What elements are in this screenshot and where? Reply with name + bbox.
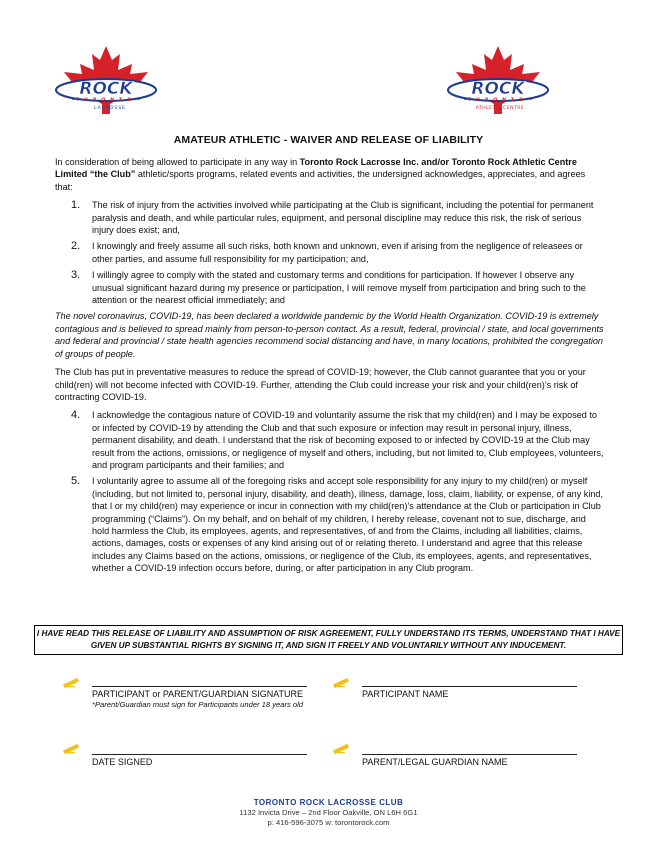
participant-signature-field[interactable] bbox=[92, 686, 307, 709]
list-item-text: I willingly agree to comply with the stated and customary terms and conditions for participation. If however I observe any unusual significant hazard during my presence or participation, I will remove myself from participation and bring such to the attention or the nearest official immediately; and bbox=[92, 270, 586, 306]
list-item-number: 4. bbox=[71, 409, 81, 422]
logo-rock-text: ROCK bbox=[79, 79, 133, 99]
intro-club-names: Toronto Rock Lacrosse Inc. and/or Toronto Rock Athletic Centre Limited “the Club” bbox=[55, 157, 577, 180]
date-signed-field[interactable] bbox=[92, 754, 307, 767]
sign-here-pen-icon bbox=[332, 741, 352, 755]
signature-line[interactable] bbox=[362, 754, 577, 755]
risk-list-a bbox=[55, 199, 605, 306]
intro-post: athletic/sports programs, related events and activities, the undersigned acknowledges, appreciates, and agrees that: bbox=[55, 169, 586, 192]
sign-here-pen-icon bbox=[62, 741, 82, 755]
footer bbox=[0, 798, 657, 828]
sign-here-pen-icon bbox=[62, 675, 82, 689]
participant-signature-label: PARTICIPANT or PARENT/GUARDIAN SIGNATURE bbox=[92, 689, 304, 699]
list-item bbox=[55, 240, 605, 265]
logo-city-text: TORONTO bbox=[468, 98, 528, 103]
covid-notice-paragraph: The novel coronavirus, COVID-19, has been declared a worldwide pandemic by the World Health Organization. COVID-19 is extremely contagious and is believed to spread mainly from person-to-person contact. As a result, federal, provincial / state, and local governments and federal and provincial / state health agencies recommend social distancing and have, in many locations, prohibited the congregation of groups of people. bbox=[55, 311, 604, 359]
toronto-rock-lacrosse-logo bbox=[50, 44, 162, 124]
logo-rock-text: ROCK bbox=[471, 79, 525, 99]
signature-line[interactable] bbox=[362, 686, 577, 687]
date-signed-label: DATE SIGNED bbox=[92, 757, 153, 767]
acknowledgement-box: I HAVE READ THIS RELEASE OF LIABILITY AND ASSUMPTION OF RISK AGREEMENT, FULLY UNDERSTAND ITS TERMS, UNDERSTAND THAT I HAVE GIVEN UP SUBSTANTIAL RIGHTS BY SIGNING IT, AND SIGN IT FREELY AND VOLUNTARILY WITHOUT ANY INDUCEMENT. bbox=[34, 625, 623, 655]
guardian-name-label: PARENT/LEGAL GUARDIAN NAME bbox=[362, 757, 508, 767]
covid-measures-paragraph: The Club has put in preventative measures to reduce the spread of COVID-19; however, the Club cannot guarantee that you or your child(ren) will not become infected with COVID-19. Further, attending the Club could increase your risk and your child(ren)’s risk of contracting COVID-19. bbox=[55, 367, 586, 402]
footer-contact: p: 416-596-3075 w: torontorock.com bbox=[267, 818, 390, 827]
list-item-number: 3. bbox=[71, 269, 81, 282]
list-item-number: 5. bbox=[71, 475, 81, 488]
footer-address: 1132 Invicta Drive – 2nd Floor Oakville, ON L6H 6G1 bbox=[239, 808, 418, 817]
list-item-number: 2. bbox=[71, 240, 81, 253]
list-item-text: The risk of injury from the activities involved while participating at the Club is significant, including the potential for permanent paralysis and death, and while particular rules, equipment, and personal discipline may reduce this risk, the risk of serious injury does exist; and, bbox=[92, 200, 594, 236]
intro-pre: In consideration of being allowed to participate in any way in bbox=[55, 157, 300, 167]
list-item bbox=[55, 199, 605, 236]
risk-list-b bbox=[55, 409, 605, 574]
list-item-text: I voluntarily agree to assume all of the foregoing risks and accept sole responsibility for any injury to my child(ren) or myself (including, but not limited to, personal injury, disability, and death), illness, damage, loss, claim, liability, or expense, of any kind, that I or my child(ren) may experience or incur in connection with my child(ren)’s attendance at the Club or participation in Club programming (“Claims”). On my behalf, and on behalf of my children, I hereby release, covenant not to sue, discharge, and hold harmless the Club, its employees, agents, and representatives, of and from the Claims, including all liabilities, claims, actions, damages, costs or expenses of any kind arising out of or relating thereto. I understand and agree that this release includes any Claims based on the actions, omissions, or negligence of the Club, its employees, agents, and representatives, whether a COVID-19 infection occurs before, during, or after participation in any Club program. bbox=[92, 476, 604, 574]
participant-name-field[interactable] bbox=[362, 686, 577, 699]
list-item-text: I knowingly and freely assume all such risks, both known and unknown, even if arising from the negligence of releasees or other parties, and assume full responsibility for my participation; and, bbox=[92, 241, 583, 264]
signature-line[interactable] bbox=[92, 754, 307, 755]
waiver-body bbox=[55, 156, 605, 579]
logo-city-text: TORONTO bbox=[76, 98, 136, 103]
list-item bbox=[55, 409, 605, 471]
list-item-text: I acknowledge the contagious nature of COVID-19 and voluntarily assume the risk that my child(ren) and I may be exposed to or infected by COVID-19 by attending the Club and that such exposure or infection may result in personal injury, illness, permanent disability, and death. I understand that the risk of becoming exposed to or infected by COVID-19 at the Club may result from the actions, omissions, or negligence of myself and others, including, but not limited to, Club employees, volunteers, and program participants and their families; and bbox=[92, 410, 604, 470]
sign-here-pen-icon bbox=[332, 675, 352, 689]
signature-line[interactable] bbox=[92, 686, 307, 687]
document-title: AMATEUR ATHLETIC - WAIVER AND RELEASE OF LIABILITY bbox=[173, 134, 484, 146]
toronto-rock-athletic-centre-logo bbox=[442, 44, 554, 124]
guardian-requirement-note: *Parent/Guardian must sign for Participants under 18 years old bbox=[92, 700, 304, 709]
list-item-number: 1. bbox=[71, 199, 81, 212]
footer-club-name: TORONTO ROCK LACROSSE CLUB bbox=[253, 798, 404, 807]
guardian-name-field[interactable] bbox=[362, 754, 577, 767]
intro-paragraph bbox=[55, 156, 605, 193]
participant-name-label: PARTICIPANT NAME bbox=[362, 689, 449, 699]
logo-sub-text: LACROSSE bbox=[94, 106, 126, 111]
list-item bbox=[55, 475, 605, 574]
logo-sub-text: ATHLETIC CENTRE bbox=[475, 106, 525, 111]
list-item bbox=[55, 269, 605, 306]
